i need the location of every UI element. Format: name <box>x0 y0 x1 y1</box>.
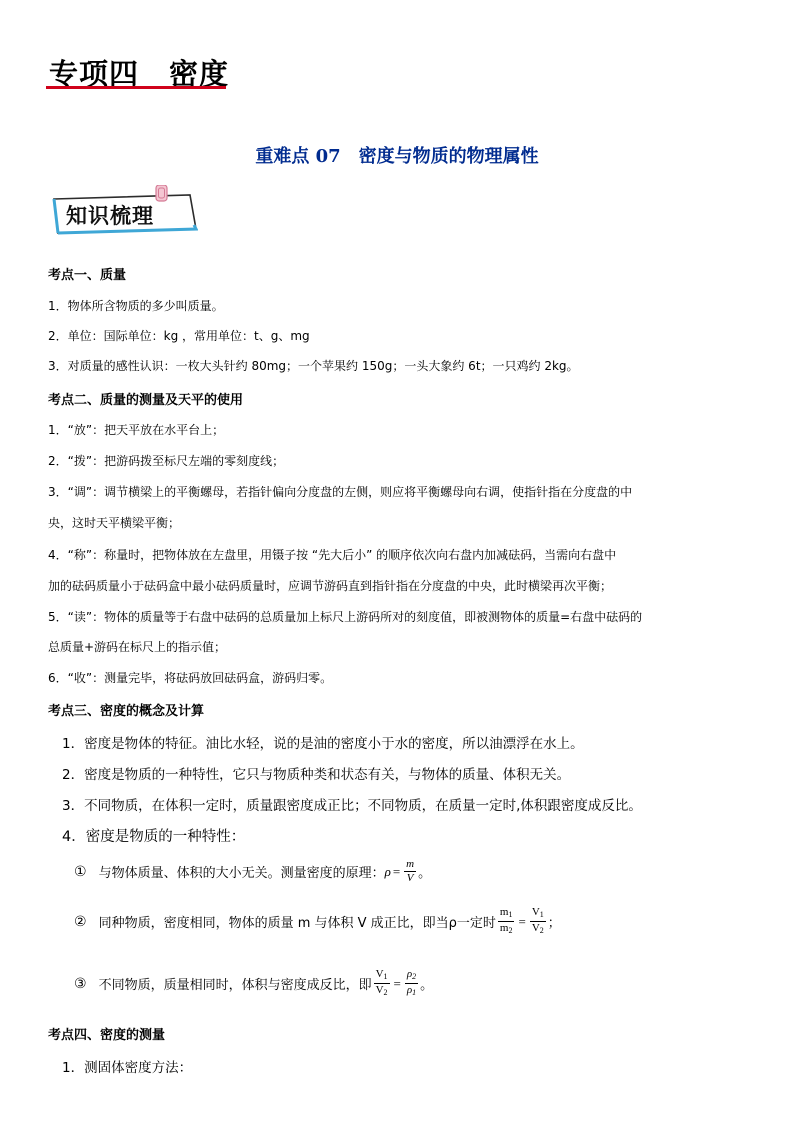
denominator-subscript: 2 <box>539 926 544 935</box>
list-item: 4．“称”：称量时，把物体放在左盘里，用镊子按 “先大后小” 的顺序依次向右盘内加减砝码，当需向右盘中 <box>48 548 617 562</box>
denominator: V <box>375 984 384 996</box>
section-heading-3: 考点三、密度的概念及计算 <box>48 704 205 719</box>
fraction <box>405 968 418 999</box>
numerator: V <box>375 968 384 980</box>
sub-item-text: 与物体质量、体积的大小无关。测量密度的原理： <box>98 866 385 881</box>
denominator: m <box>499 922 509 934</box>
chapter-title: 专项四 密度 <box>49 57 230 91</box>
fraction <box>498 906 515 937</box>
denominator-subscript: 2 <box>508 926 513 935</box>
numerator: m <box>499 906 509 918</box>
sub-item-text: 不同物质，质量相同时，体积与密度成反比，即 <box>98 978 372 993</box>
list-item: 1．“放”：把天平放在水平台上； <box>48 423 225 437</box>
sub-item-3 <box>74 968 433 999</box>
list-item: 3．不同物质，在体积一定时，质量跟密度成正比；不同物质，在质量一定时,体积跟密度成反比。 <box>62 798 642 814</box>
list-item: 5．“读”：物体的质量等于右盘中砝码的总质量加上标尺上游码所对的刻度值，即被测物体的质量=右盘中砝码的 <box>48 610 643 624</box>
numerator-subscript: 1 <box>508 910 513 919</box>
denominator: V <box>531 922 540 934</box>
list-item: 2．密度是物质的一种特性，它只与物质种类和状态有关，与物体的质量、体积无关。 <box>62 767 571 783</box>
list-item: 1．测固体密度方法： <box>62 1060 193 1076</box>
denominator: V <box>406 872 414 884</box>
list-item: 6．“收”：测量完毕，将砝码放回砝码盒，游码归零。 <box>48 671 333 685</box>
fraction <box>404 858 416 885</box>
proportion-formula <box>496 906 548 937</box>
list-item: 1．物体所含物质的多少叫质量。 <box>48 299 224 313</box>
equals-sign: = <box>518 913 526 929</box>
numerator-subscript: 1 <box>383 972 388 981</box>
sub-item-end: 。 <box>418 866 432 881</box>
list-item: 3．“调”：调节横梁上的平衡螺母，若指针偏向分度盘的左侧，则应将平衡螺母向右调，使指针指在分度盘的中 <box>48 485 633 499</box>
list-item: 1．密度是物体的特征。油比水轻，说的是油的密度小于水的密度，所以油漂浮在水上。 <box>62 736 584 752</box>
numerator: ρ <box>406 968 413 980</box>
list-item: 加的砝码质量小于砝码盒中最小砝码质量时，应调节游码直到指针指在分度盘的中央，此时横梁再次平衡； <box>48 579 613 593</box>
list-item: 3．对质量的感性认识：一枚大头针约 80mg；一个苹果约 150g；一头大象约 6t；一只鸡约 2kg。 <box>48 359 579 373</box>
circled-number-1: ① <box>74 863 87 880</box>
circled-number-2: ② <box>74 913 87 930</box>
denominator-subscript: 2 <box>383 988 388 997</box>
knowledge-banner-label: 知识梳理 <box>66 203 154 228</box>
equals-sign: = <box>392 863 401 879</box>
list-item: 总质量+游码在标尺上的指示值； <box>48 640 227 654</box>
paperclip-icon <box>156 185 167 201</box>
list-item: 4．密度是物质的一种特性： <box>62 829 246 845</box>
list-item: 2．“拨”：把游码拨至标尺左端的零刻度线； <box>48 454 285 468</box>
density-formula <box>385 858 419 885</box>
denominator: ρ <box>406 984 413 996</box>
sub-item-text: 同种物质，密度相同，物体的质量 m 与体积 V 成正比，即当ρ一定时 <box>98 916 496 931</box>
section-heading-2: 考点二、质量的测量及天平的使用 <box>48 393 244 408</box>
denominator-subscript: 1 <box>412 988 417 997</box>
sub-item-2 <box>74 906 561 937</box>
numerator: m <box>406 858 415 870</box>
numerator-subscript: 1 <box>539 910 544 919</box>
section-subtitle: 重难点 07 密度与物质的物理属性 <box>255 146 539 167</box>
chapter-underline <box>46 86 226 89</box>
numerator-subscript: 2 <box>412 972 417 981</box>
sub-item-end: 。 <box>420 978 434 993</box>
section-heading-4: 考点四、密度的测量 <box>48 1028 166 1043</box>
fraction <box>530 906 546 937</box>
inverse-proportion-formula <box>372 968 421 999</box>
equals-sign: = <box>393 975 401 991</box>
circled-number-3: ③ <box>74 975 87 992</box>
rho-symbol: ρ <box>384 863 391 879</box>
fraction <box>374 968 390 999</box>
sub-item-end: ； <box>547 916 561 931</box>
list-item: 2．单位：国际单位：kg ，常用单位：t、g、mg <box>48 329 310 343</box>
sub-item-1 <box>74 858 431 885</box>
list-item: 央，这时天平横梁平衡； <box>48 516 181 530</box>
numerator: V <box>531 906 540 918</box>
section-heading-1: 考点一、质量 <box>48 268 127 283</box>
